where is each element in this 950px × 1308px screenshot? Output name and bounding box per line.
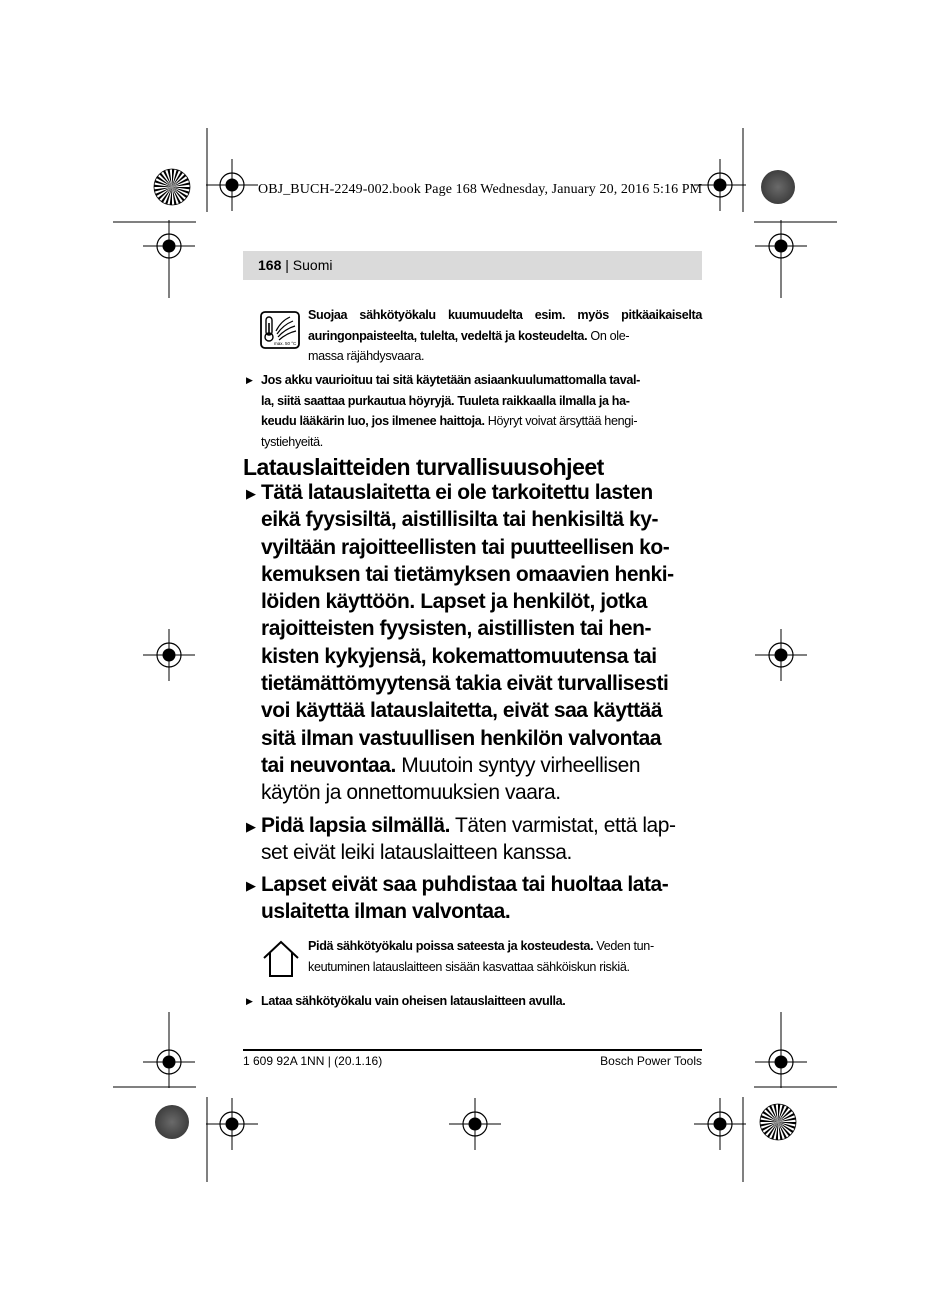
color-wheel-icon: [760, 1104, 796, 1140]
bullet-battery: [261, 370, 702, 452]
bullet-line: Lataa sähkötyökalu vain oheisen latauslaitteen avulla.: [261, 994, 566, 1008]
bullet-line: keudu lääkärin luo, jos ilmenee haittoja. Höyryt voivat ärsyttää hengi-: [261, 414, 638, 428]
bullet-line: uslaitetta ilman valvontaa.: [261, 900, 511, 924]
registration-mark-icon: [206, 1098, 258, 1150]
page-number: 168: [258, 257, 282, 273]
registration-mark-icon: [755, 1036, 807, 1088]
bullet-cleaning: [261, 871, 702, 926]
bullet-marker: ▶: [246, 375, 253, 385]
color-wheel-icon: [154, 169, 190, 205]
bullet-charger: [261, 991, 702, 1012]
registration-mark-icon: [143, 220, 195, 272]
bullet-line: eikä fyysisiltä, aistillisilta tai henkisiltä ky-: [261, 508, 658, 532]
bullet-line: kisten kykyjensä, kokemattomuutensa tai: [261, 644, 657, 668]
bullet-line: Lapset eivät saa puhdistaa tai huoltaa lata-: [261, 873, 669, 896]
bullet-line: Tätä latauslaitetta ei ole tarkoitettu lasten: [261, 481, 653, 504]
registration-mark-icon: [694, 1098, 746, 1150]
bullet-line: sitä ilman vastuullisen henkilön valvontaa: [261, 726, 662, 750]
registration-mark-icon: [143, 629, 195, 681]
house-icon: [261, 939, 301, 979]
page-header-text: [258, 256, 332, 274]
bullet-line: käytön ja onnettomuuksien vaara.: [261, 781, 561, 805]
bullet-marker: ▶: [246, 486, 256, 501]
bullet-line: voi käyttää latauslaitetta, eivät saa käyttää: [261, 699, 663, 723]
bullet-marker: ▶: [246, 878, 256, 893]
registration-mark-icon: [755, 629, 807, 681]
bullet-line: Jos akku vaurioituu tai sitä käytetään asiaankuulumattomalla taval-: [261, 373, 640, 387]
bullet-marker: ▶: [246, 996, 253, 1006]
bullet-line: Pidä lapsia silmällä. Täten varmistat, että lap-: [261, 814, 676, 837]
icon-label: max. 50 °C: [274, 341, 297, 346]
header-language: Suomi: [292, 257, 333, 273]
bullet-line: kemuksen tai tietämyksen omaavien henki-: [261, 562, 674, 586]
color-wheel-icon: [155, 1105, 189, 1139]
section-heading: Latauslaitteiden turvallisuusohjeet: [243, 454, 604, 480]
registration-mark-icon: [755, 220, 807, 272]
footer-rule: [243, 1049, 702, 1051]
bullet-line: löiden käyttöön. Lapset ja henkilöt, jotka: [261, 590, 647, 614]
color-wheel-icon: [761, 170, 795, 204]
bullet-supervise: [261, 812, 702, 867]
bullet-line: set eivät leiki latauslaitteen kanssa.: [261, 841, 572, 865]
registration-mark-icon: [206, 159, 258, 211]
registration-mark-icon: [143, 1036, 195, 1088]
bullet-line: la, siitä saattaa purkautua höyryjä. Tuuleta raikkaalla ilmalla ja ha-: [261, 393, 630, 408]
notice-line: Pidä sähkötyökalu poissa sateesta ja kosteudesta. Veden tun-: [308, 939, 654, 953]
notice-line: massa räjähdysvaara.: [308, 349, 425, 363]
bullet-line: tai neuvontaa. Muutoin syntyy virheellisen: [261, 753, 641, 777]
bullet-line: tystiehyeitä.: [261, 434, 323, 449]
bullet-children: [261, 479, 702, 807]
header-separator: |: [281, 257, 293, 273]
notice-line: keutuminen latauslaitteen sisään kasvattaa sähköiskun riskiä.: [308, 959, 630, 974]
bullet-line: vyiltään rajoitteellisten tai puutteellisen ko-: [261, 535, 670, 559]
registration-mark-icon: [449, 1098, 501, 1150]
bullet-line: rajoitteisten fyysisten, aistillisten tai hen-: [261, 617, 652, 641]
notice-line: auringonpaisteelta, tulelta, vedeltä ja kosteudelta. On ole-: [308, 328, 630, 343]
notice-rain: [308, 936, 702, 977]
footer-doc-number: 1 609 92A 1NN | (20.1.16): [243, 1054, 383, 1068]
slug-line: OBJ_BUCH-2249-002.book Page 168 Wednesday, January 20, 2016 5:16 PM: [258, 182, 703, 197]
temperature-sun-icon: [260, 311, 300, 349]
footer-brand: Bosch Power Tools: [600, 1054, 702, 1068]
notice-temperature: [308, 305, 702, 367]
bullet-marker: ▶: [246, 819, 256, 834]
bullet-line: tietämättömyytensä takia eivät turvallisesti: [261, 672, 669, 696]
notice-line: Suojaa sähkötyökalu kuumuudelta esim. myös pitkäaikaiselta: [308, 308, 702, 322]
